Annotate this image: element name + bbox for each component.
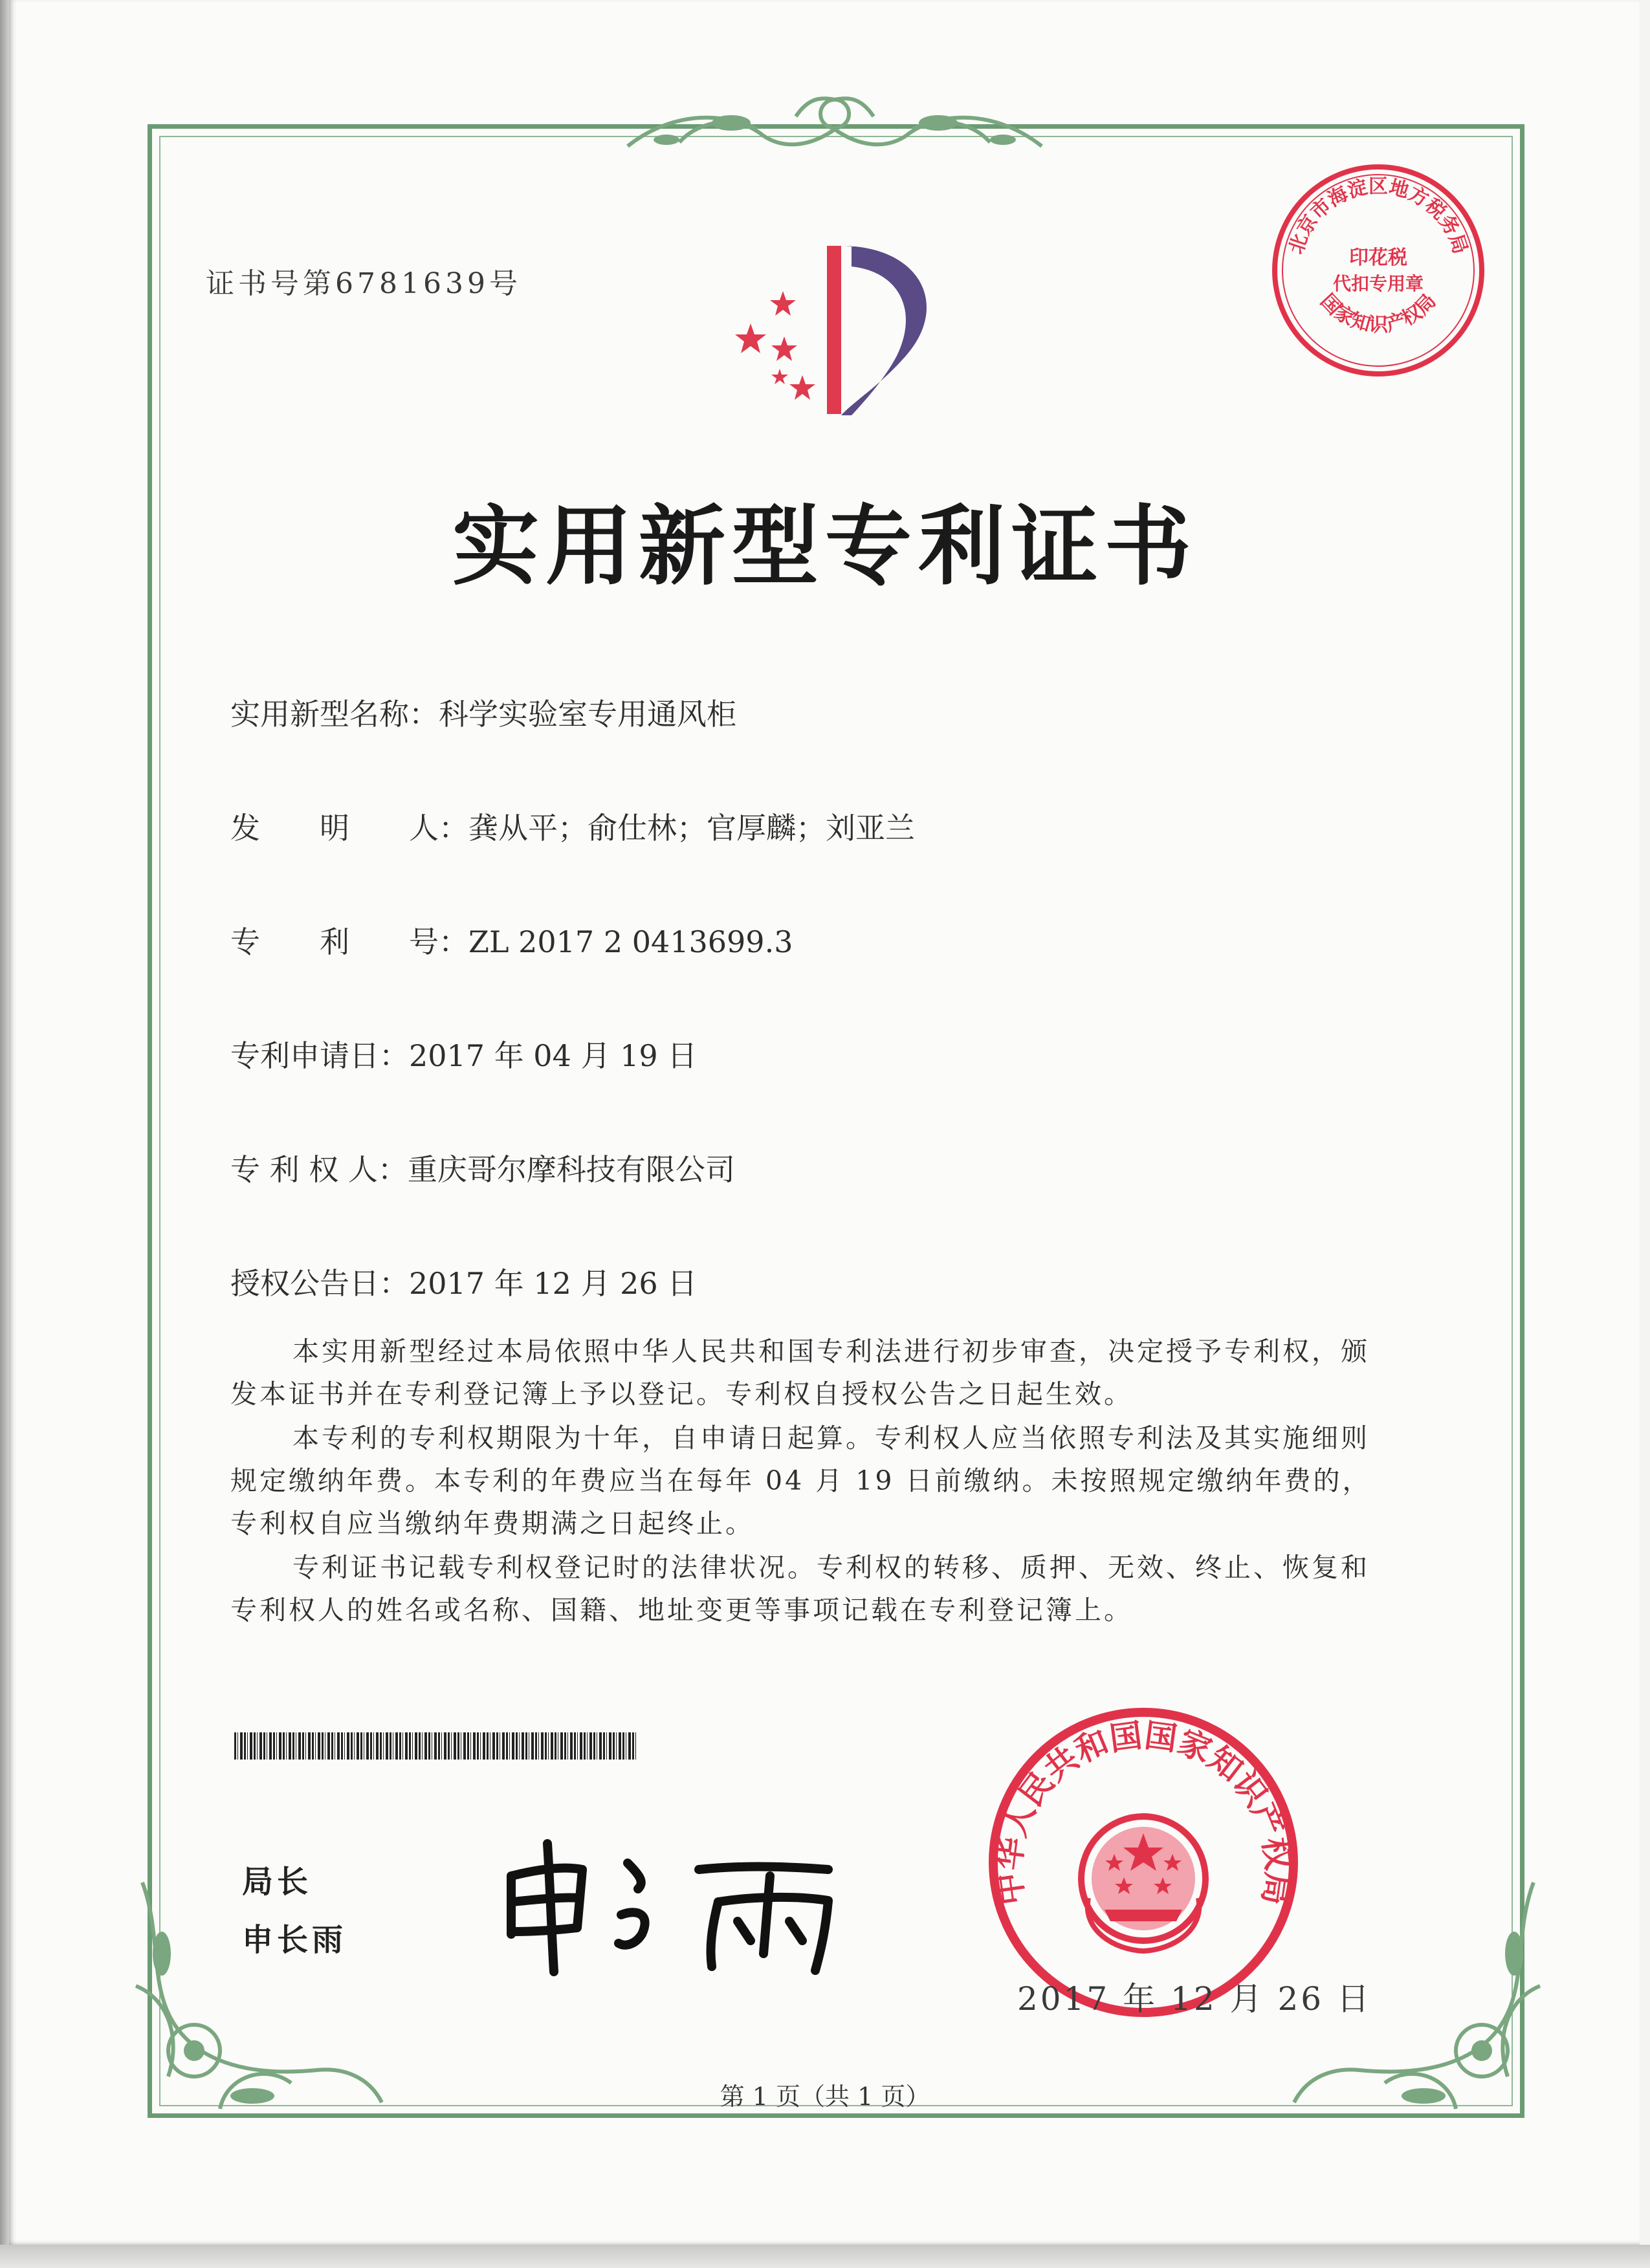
body-paragraph-1: 本实用新型经过本局依照中华人民共和国专利法进行初步审查，决定授予专利权，颁发本证书并在专利登记簿上予以登记。专利权自授权公告之日起生效。	[230, 1336, 1370, 1410]
director-title: 局长	[242, 1864, 313, 1900]
issue-date: 2017 年 12 月 26 日	[1017, 1980, 1372, 2018]
field-label: 实用新型名称：	[230, 697, 439, 732]
field-utility-model-name	[230, 691, 736, 734]
top-ornament	[602, 84, 1068, 162]
field-patentee	[230, 1146, 735, 1189]
field-label: 专 利 权 人：	[230, 1152, 408, 1187]
field-label: 授权公告日：	[230, 1266, 409, 1301]
body-paragraph-2: 本专利的专利权期限为十年，自申请日起算。专利权人应当依照专利法及其实施细则规定缴纳年费。本专利的年费应当在每年 04 月 19 日前缴纳。未按照规定缴纳年费的，专利权自应当缴纳年费期满之日起终止。	[230, 1423, 1372, 1539]
page-indicator: 第 1 页（共 1 页）	[720, 2082, 930, 2111]
field-value: ZL 2017 2 0413699.3	[468, 924, 793, 959]
field-value: 2017 年 12 月 26 日	[409, 1266, 698, 1301]
field-label: 专利申请日：	[230, 1038, 409, 1073]
scan-bottom-edge	[0, 2245, 1650, 2268]
certificate-number: 证书号第6781639号	[206, 267, 522, 300]
barcode	[234, 1732, 637, 1760]
field-patent-number	[230, 919, 793, 961]
field-label: 发 明 人：	[230, 811, 468, 845]
official-seal-ring-text: 中华人民共和国国家知识产权局	[989, 1716, 1298, 1908]
tax-stamp-center-line1: 印花税	[1349, 246, 1407, 269]
national-emblem	[1081, 1816, 1205, 1951]
tax-stamp	[1268, 160, 1488, 380]
field-value: 龚从平；俞仕林；官厚麟；刘亚兰	[468, 811, 915, 845]
field-grant-date	[230, 1260, 697, 1303]
field-application-date	[230, 1032, 697, 1075]
patent-office-logo	[712, 233, 971, 427]
field-value: 科学实验室专用通风柜	[439, 697, 736, 732]
field-value: 2017 年 04 月 19 日	[409, 1038, 698, 1073]
field-value: 重庆哥尔摩科技有限公司	[407, 1152, 735, 1187]
certificate-title: 实用新型专利证书	[452, 496, 1198, 597]
tax-stamp-ring-text: 北京市海淀区地方税务局	[1284, 175, 1472, 257]
field-inventors	[230, 805, 915, 847]
field-label: 专 利 号：	[230, 924, 468, 959]
certificate-border-inner	[159, 136, 1513, 2106]
svg-text:国家知识产权局	[1316, 290, 1441, 336]
certificate-body	[230, 1330, 1395, 1633]
director-signature	[492, 1824, 854, 1979]
tax-stamp-center-line2: 代扣专用章	[1332, 273, 1424, 294]
director-name: 申长雨	[242, 1922, 347, 1958]
body-paragraph-3: 专利证书记载专利权登记时的法律状况。专利权的转移、质押、无效、终止、恢复和专利权人的姓名或名称、国籍、地址变更等事项记载在专利登记簿上。	[230, 1552, 1370, 1626]
tax-stamp-ring-text-bottom: 国家知识产权局	[1315, 289, 1441, 337]
